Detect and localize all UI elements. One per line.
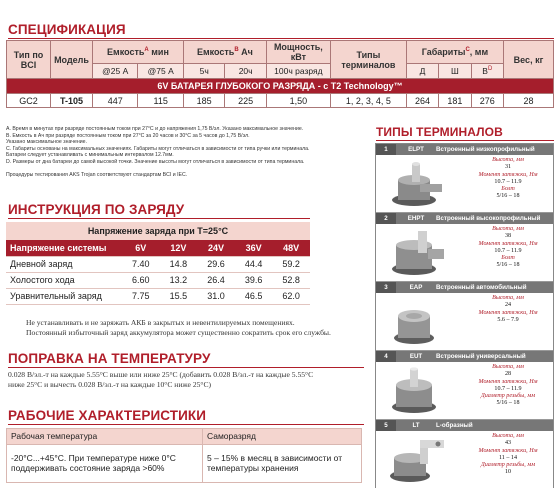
- terminal-number: 4: [376, 351, 396, 362]
- note-line: A. Время в минутах при разряде постоянным током при 27°С и до напряжения 1,75 В/эл. Указано максимальное значение.: [6, 126, 304, 132]
- charge-cell: 13.2: [160, 272, 198, 288]
- charge-cell: 59.2: [272, 256, 310, 272]
- terminal-elpt-icon: [384, 160, 454, 208]
- charge-header: 6V: [122, 240, 160, 256]
- temp-title: ПОПРАВКА НА ТЕМПЕРАТУРУ: [8, 351, 211, 366]
- terminal-specs: Высота, мм 38 Момент затяжки, Нм 10.7 – 11.9 Болт 5/16 – 18: [478, 226, 538, 269]
- charge-cell: 62.0: [272, 288, 310, 304]
- s-20h: 20ч: [225, 64, 266, 79]
- charge-cell: 31.0: [197, 288, 235, 304]
- charge-cell: 39.6: [235, 272, 273, 288]
- terminal-eut-icon: [384, 367, 454, 415]
- terminal-desc: Встроенный автомобильный: [436, 284, 527, 291]
- terminal-bar: [376, 282, 553, 293]
- terminal-bar: [376, 144, 553, 155]
- charge-cell: 46.5: [235, 288, 273, 304]
- s-100h: 100ч разряд: [266, 64, 330, 79]
- h-type: Тип по BCI: [7, 41, 51, 79]
- work-header-temp: Рабочая температура: [7, 429, 203, 445]
- table-row: [6, 272, 310, 288]
- spec-table: [6, 40, 554, 108]
- charge-caption: Напряжение заряда при T=25°C: [6, 222, 310, 240]
- spec-notes: [6, 126, 366, 179]
- terminal-lt-icon: [384, 436, 454, 484]
- note-line: Процедуры тестирования AKS Trojan соответствуют стандартам BCI и IEC.: [6, 172, 188, 179]
- terminal-card-ehpt: [376, 213, 553, 282]
- terminal-number: 2: [376, 213, 396, 224]
- table-row: [6, 288, 310, 304]
- spec-cell: 181: [439, 94, 471, 108]
- terminal-code: LT: [412, 422, 420, 429]
- terminal-desc: Встроенный высокопрофильный: [436, 215, 541, 222]
- spec-cell: GC2: [7, 94, 51, 108]
- terminal-card-eut: [376, 351, 553, 420]
- charge-cell: 7.75: [122, 288, 160, 304]
- charge-row-label: Уравнительный заряд: [6, 288, 122, 304]
- s-h: $В^D$: [471, 64, 503, 79]
- charge-cell: 6.60: [122, 272, 160, 288]
- s-w: Ш: [439, 64, 471, 79]
- h-weight: Вес, кг: [504, 41, 554, 79]
- temp-text: [8, 370, 368, 390]
- terminal-specs: Высота, мм 24 Момент затяжки, Нм 5.6 – 7.9: [478, 295, 538, 323]
- note-line: Указано максимальное значение.: [6, 139, 87, 146]
- temp-rule: [8, 367, 364, 368]
- terminal-panel: [375, 143, 554, 488]
- charge-header: 24V: [197, 240, 235, 256]
- terminal-bar: [376, 420, 553, 431]
- terminal-number: 5: [376, 420, 396, 431]
- spec-title: СПЕЦИФИКАЦИЯ: [8, 22, 126, 37]
- h-power: Мощность, кВт: [266, 41, 330, 64]
- charge-title: ИНСТРУКЦИЯ ПО ЗАРЯДУ: [8, 202, 185, 217]
- terminal-code: EAP: [409, 284, 423, 291]
- charge-cell: 52.8: [272, 272, 310, 288]
- note-line: C. Габариты основаны на максимальных значениях. Габариты могут отличаться в зависимости от типа ручки или терминала.: [6, 145, 310, 152]
- terminal-card-lt: [376, 420, 553, 489]
- note-line: B. Емкость в Ач при разряде постоянным током при 27°С за 20 часов и 30°С за 5 часов до 1,75 В/эл.: [6, 132, 250, 139]
- spec-cell: 115: [138, 94, 183, 108]
- spec-cell: 447: [93, 94, 138, 108]
- charge-note: Не устанавливать и не заряжать АКБ в закрытых и невентилируемых помещениях.: [26, 318, 295, 327]
- table-row: [6, 256, 310, 272]
- charge-notes: [26, 318, 366, 338]
- s-5h: 5ч: [183, 64, 224, 79]
- h-model: Модель: [51, 41, 93, 79]
- terminal-desc: Встроенный низкопрофильный: [436, 146, 535, 153]
- spec-cell: 225: [225, 94, 266, 108]
- terminal-desc: L-образный: [436, 422, 473, 429]
- terminals-title: ТИПЫ ТЕРМИНАЛОВ: [376, 125, 503, 139]
- charge-row-label: Холостого хода: [6, 272, 122, 288]
- note-line: Батареи следует устанавливать с минимальным интервалом 12.7мм.: [6, 152, 174, 159]
- work-cell-selfdischarge: 5 – 15% в месяц в зависимости от температуры хранения: [203, 444, 362, 482]
- charge-cell: 29.6: [197, 256, 235, 272]
- charge-header: 12V: [160, 240, 198, 256]
- terminal-specs: Высота, мм 28 Момент затяжки, Нм 10.7 – 11.9 Диаметр резьбы, мм 5/16 – 18: [478, 364, 538, 407]
- spec-cell: T-105: [51, 94, 93, 108]
- terminal-code: ELPT: [408, 146, 424, 153]
- charge-header: 36V: [235, 240, 273, 256]
- work-cell-temp: -20°С...+45°С. При температуре ниже 0°С поддерживать состояние заряда >60%: [7, 444, 203, 482]
- charge-rule: [8, 218, 310, 219]
- charge-header: 48V: [272, 240, 310, 256]
- s-75a: @75 А: [138, 64, 183, 79]
- terminal-ehpt-icon: [384, 229, 454, 277]
- charge-cell: 15.5: [160, 288, 198, 304]
- terminal-number: 3: [376, 282, 396, 293]
- terminal-specs: Высота, мм 43 Момент затяжки, Нм 11 – 14 Диаметр резьбы, мм 10: [478, 433, 538, 476]
- s-25a: @25 А: [93, 64, 138, 79]
- charge-header: Напряжение системы: [6, 240, 122, 256]
- s-d: Д: [406, 64, 438, 79]
- terminal-card-eap: [376, 282, 553, 351]
- charge-cell: 14.8: [160, 256, 198, 272]
- charge-cell: 44.4: [235, 256, 273, 272]
- charge-cell: 7.40: [122, 256, 160, 272]
- spec-cell: 185: [183, 94, 224, 108]
- charge-row-label: Дневной заряд: [6, 256, 122, 272]
- spec-cell: 264: [406, 94, 438, 108]
- note-line: D. Размеры от дна батареи до самой высокой точки. Значение высоты могут отличаться в зависимости от типа терминала.: [6, 158, 305, 165]
- charge-note: Постоянный избыточный заряд аккумулятора может существенно сократить срок его службы.: [26, 328, 331, 337]
- note-line: [6, 166, 366, 173]
- work-header-selfdischarge: Саморазряд: [203, 429, 362, 445]
- h-cap-min: Емкость$^A$ мин: [93, 41, 184, 64]
- temp-line: ниже 25°С и вычесть 0.028 В/эл.-т на каждые 10°С ниже 25°С): [8, 380, 212, 389]
- terminal-number: 1: [376, 144, 396, 155]
- terminal-desc: Встроенный универсальный: [436, 353, 526, 360]
- work-table: [6, 428, 362, 483]
- work-title: РАБОЧИЕ ХАРАКТЕРИСТИКИ: [8, 408, 207, 423]
- charge-table: [6, 222, 310, 305]
- work-rule: [8, 424, 364, 425]
- terminals-rule: [376, 140, 554, 141]
- terminal-eap-icon: [384, 298, 454, 346]
- temp-line: 0.028 В/эл.-т на каждые 5.55°С выше или ниже 25°С (добавить 0.028 В/эл.-т на каждые 5.55°С: [8, 370, 314, 379]
- h-terms: Типы терминалов: [330, 41, 406, 79]
- spec-cell: 1, 2, 3, 4, 5: [330, 94, 406, 108]
- terminal-code: EUT: [409, 353, 423, 360]
- spec-category-bar: 6V БАТАРЕЯ ГЛУБОКОГО РАЗРЯДА - с T2 Technology™: [7, 79, 554, 94]
- spec-cell: 1,50: [266, 94, 330, 108]
- charge-cell: 26.4: [197, 272, 235, 288]
- h-dims: Габариты$^C$, мм: [406, 41, 503, 64]
- terminal-bar: [376, 351, 553, 362]
- terminal-bar: [376, 213, 553, 224]
- spec-cell: 276: [471, 94, 503, 108]
- spec-rule: [8, 38, 554, 39]
- terminal-card-elpt: [376, 144, 553, 213]
- terminal-code: EHPT: [407, 215, 425, 222]
- h-cap-ah: Емкость$^B$ Ач: [183, 41, 266, 64]
- spec-cell: 28: [504, 94, 554, 108]
- terminal-specs: Высота, мм 31 Момент затяжки, Нм 10.7 – 11.9 Болт 5/16 – 18: [478, 157, 538, 200]
